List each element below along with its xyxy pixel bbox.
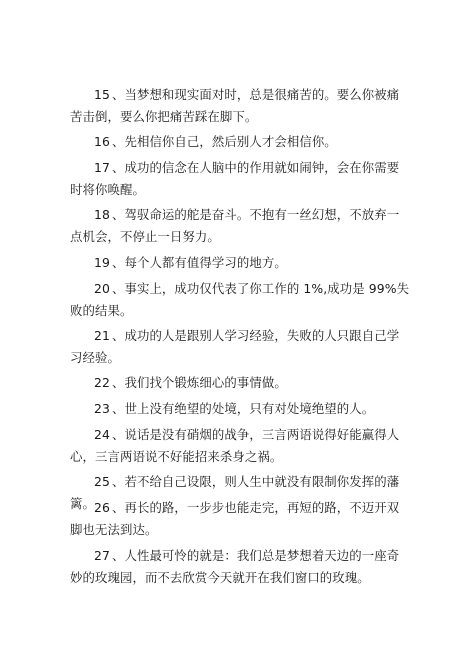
- quote-text: 、每个人都有值得学习的地方。: [111, 255, 287, 270]
- quote-number: 15: [94, 87, 110, 102]
- quote-text: 、我们找个锻炼细心的事情做。: [111, 375, 287, 390]
- quote-number: 22: [94, 375, 110, 390]
- quote-number: 19: [94, 255, 110, 270]
- quote-text: 、事实上，成功仅代表了你工作的 1%,成功是 99%失败的结果。: [70, 281, 410, 318]
- quote-item-26: [70, 497, 410, 540]
- quote-number: 26: [94, 500, 110, 515]
- quote-text: 、先相信你自己，然后别人才会相信你。: [111, 134, 337, 149]
- quote-text: 、再长的路，一步步也能走完，再短的路，不迈开双脚也无法到达。: [70, 500, 400, 537]
- quote-text: 、驾驭命运的舵是奋斗。不抱有一丝幻想，不放弃一点机会，不停止一日努力。: [70, 207, 400, 244]
- quote-number: 27: [94, 548, 110, 563]
- quote-number: 23: [94, 401, 110, 416]
- quote-number: 24: [94, 427, 110, 442]
- quote-text: 、成功的人是跟别人学习经验，失败的人只跟自己学习经验。: [70, 328, 400, 365]
- quote-number: 21: [94, 328, 110, 343]
- quote-item-16: [70, 131, 410, 153]
- quote-item-24: [70, 424, 410, 467]
- quote-text: 、成功的信念在人脑中的作用就如闹钟，会在你需要时将你唤醒。: [70, 160, 400, 197]
- quote-item-19: [70, 252, 410, 274]
- quote-number: 20: [94, 281, 110, 296]
- quote-item-27: [70, 545, 410, 588]
- quote-text: 、世上没有绝望的处境，只有对处境绝望的人。: [111, 401, 375, 416]
- quote-item-15: [70, 84, 410, 127]
- quote-text: 、当梦想和现实面对时，总是很痛苦的。要么你被痛苦击倒，要么你把痛苦踩在脚下。: [70, 87, 400, 124]
- quote-item-20: [70, 278, 410, 321]
- quote-number: 16: [94, 134, 110, 149]
- quote-item-17: [70, 157, 410, 200]
- quote-item-21: [70, 325, 410, 368]
- quote-item-18: [70, 204, 410, 247]
- quote-number: 17: [94, 160, 110, 175]
- quote-item-22: [70, 372, 410, 394]
- quote-text: 、人性最可怜的就是：我们总是梦想着天边的一座奇妙的玫瑰园，而不去欣赏今天就开在我们窗口的玫瑰。: [70, 548, 400, 585]
- quote-number: 18: [94, 207, 110, 222]
- quote-text: 、说话是没有硝烟的战争，三言两语说得好能赢得人心，三言两语说不好能招来杀身之祸。: [70, 427, 400, 464]
- quote-item-23: [70, 398, 410, 420]
- quote-number: 25: [94, 474, 110, 489]
- quote-text: 、若不给自己设限，则人生中就没有限制你发挥的藩篱。: [70, 474, 400, 511]
